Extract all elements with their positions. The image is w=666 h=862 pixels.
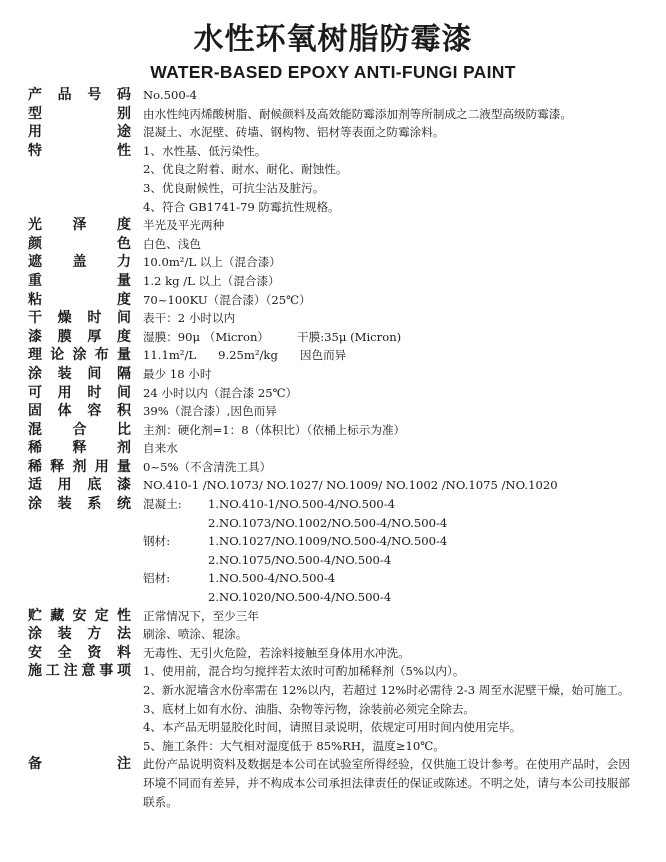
note-item: 5、施工条件：大气相对湿度低于 85%RH，温度≥10℃。: [143, 738, 445, 753]
row-color: [28, 235, 640, 254]
value-dry-film: 干膜:35μ (Micron): [297, 329, 402, 344]
row-use: [28, 123, 640, 142]
label-recoat: 涂 装 间 隔: [28, 365, 131, 382]
label-weight: 重 量: [28, 272, 131, 289]
value-weight: 1.2 kg /L 以上（混合漆）: [143, 273, 280, 288]
feature-item: 3、优良耐候性，可抗尘沾及脏污。: [143, 180, 325, 195]
label-system: 涂 装 系 统: [28, 496, 131, 513]
value-coverage-note: 因色而异: [299, 348, 347, 363]
value-dry-time: 表干：2 小时以内: [143, 311, 236, 326]
row-hiding: [28, 253, 640, 272]
note-item: 1、使用前，混合均匀搅拌若太浓时可酌加稀释剂（5%以内）。: [143, 664, 465, 679]
value-thinner-amount: 0~5%（不含清洗工具）: [143, 459, 272, 474]
note-item: 3、底材上如有水份、油脂、杂物等污物，涂装前必须完全除去。: [143, 701, 476, 716]
label-notes: 施 工 注 意 事 项: [28, 663, 131, 680]
row-product-no: [28, 86, 640, 105]
value-solids: 39%（混合漆）,因色而异: [143, 404, 277, 419]
label-safety: 安 全 资 料: [28, 644, 131, 661]
row-safety: [28, 644, 640, 663]
value-remarks: 此份产品说明资料及数据是本公司在试验室所得经验，仅供施工设计参考。在使用产品时，会因环境不同而有差异，并不构成本公司承担法律责任的保证或陈述。不明之处，请与本公司技服部联系。: [143, 757, 630, 809]
value-safety: 无毒性、无引火危险，若涂料接触至身体用水冲洗。: [143, 645, 410, 660]
label-hiding: 遮 盖 力: [28, 254, 131, 271]
system-line: 2.NO.1075/NO.500-4/NO.500-4: [208, 552, 392, 567]
value-pot-life: 24 小时以内（混合漆 25℃）: [143, 385, 298, 400]
value-color: 白色、浅色: [143, 236, 201, 251]
label-product-no: 产 品 号 码: [28, 87, 131, 103]
page-subtitle: WATER-BASED EPOXY ANTI-FUNGI PAINT: [150, 62, 516, 82]
value-wet-film: 湿膜：90μ （Micron）: [143, 329, 270, 344]
label-solids: 固 体 容 积: [28, 403, 131, 420]
note-item: 2、新水泥墙含水份率需在 12%以内，若超过 12%时必需待 2-3 周至水泥壁干燥，始可施工。: [143, 683, 630, 697]
page-title: 水性环氧树脂防霉漆: [193, 22, 473, 57]
label-coverage: 理 论 涂 布 量: [28, 347, 131, 364]
row-mix-ratio: [28, 421, 640, 440]
row-coverage: [28, 346, 640, 365]
row-solids: [28, 402, 640, 421]
row-method: [28, 625, 640, 644]
row-recoat: [28, 365, 640, 384]
row-type: [28, 105, 640, 124]
label-method: 涂 装 方 法: [28, 626, 131, 643]
note-item: 4、本产品无明显胶化时间，请照目录说明，依规定可用时间内使用完毕。: [143, 720, 522, 735]
value-use: 混凝土、水泥壁、砖墙、钢构物、铝材等表面之防霉涂料。: [143, 125, 445, 140]
row-system: [28, 495, 640, 607]
value-storage: 正常情况下，至少三年: [143, 608, 259, 623]
value-gloss: 半光及平光两种: [143, 218, 225, 233]
label-primer: 适 用 底 漆: [28, 477, 131, 494]
system-line: 1.NO.500-4/NO.500-4: [208, 571, 336, 586]
feature-item: 2、优良之附着、耐水、耐化、耐蚀性。: [143, 162, 348, 177]
value-product-no: No.500-4: [143, 88, 198, 102]
system-group-label: 铝材:: [143, 571, 171, 586]
label-mix-ratio: 混 合 比: [28, 421, 131, 438]
system-line: 1.NO.1027/NO.1009/NO.500-4/NO.500-4: [208, 534, 448, 549]
feature-item: 1、水性基、低污染性。: [143, 143, 267, 158]
label-dry-time: 干 燥 时 间: [28, 310, 131, 327]
system-group-label: 钢材:: [143, 534, 171, 549]
spec-table: [28, 86, 640, 811]
label-gloss: 光 泽 度: [28, 217, 131, 234]
row-pot-life: [28, 384, 640, 403]
label-remarks: 备 注: [28, 756, 131, 773]
row-viscosity: [28, 291, 640, 310]
row-storage: [28, 607, 640, 626]
value-type: 由水性纯丙烯酸树脂、耐候颜料及高效能防霉添加剂等所制成之二液型高级防霉漆。: [143, 106, 572, 121]
label-pot-life: 可 用 时 间: [28, 384, 131, 401]
system-group-label: 混凝土:: [143, 497, 182, 512]
label-color: 颜 色: [28, 235, 131, 252]
system-line: 2.NO.1073/NO.1002/NO.500-4/NO.500-4: [208, 515, 448, 530]
row-thinner-amount: [28, 458, 640, 477]
label-type: 型 别: [28, 105, 131, 122]
value-method: 刷涂、喷涂、辊涂。: [143, 627, 248, 642]
value-thinner: 自来水: [143, 441, 178, 456]
system-group-aluminum: [143, 569, 640, 606]
row-features: [28, 142, 640, 216]
value-mix-ratio: 主剂：硬化剂=1：8（体积比）（依桶上标示为准）: [143, 422, 406, 437]
row-remarks: [28, 755, 640, 811]
row-dry-time: [28, 309, 640, 328]
system-group-steel: [143, 532, 640, 569]
label-thinner: 稀 释 剂: [28, 440, 131, 457]
label-thinner-amount: 稀 释 剂 用 量: [28, 458, 131, 475]
feature-item: 4、符合 GB1741-79 防霉抗性规格。: [143, 199, 340, 214]
value-coverage-weight: 9.25m²/kg: [218, 348, 278, 363]
row-notes: [28, 662, 640, 755]
row-weight: [28, 272, 640, 291]
label-use: 用 途: [28, 124, 131, 141]
value-coverage-volume: 11.1m²/L: [143, 348, 197, 363]
system-line: 1.NO.410-1/NO.500-4/NO.500-4: [208, 497, 396, 512]
row-primer: [28, 476, 640, 495]
label-film-thickness: 漆 膜 厚 度: [28, 328, 131, 345]
label-viscosity: 粘 度: [28, 291, 131, 308]
system-line: 2.NO.1020/NO.500-4/NO.500-4: [208, 590, 392, 605]
label-features: 特 性: [28, 142, 131, 159]
label-storage: 贮 藏 安 定 性: [28, 607, 131, 624]
value-recoat: 最少 18 小时: [143, 366, 212, 381]
value-hiding: 10.0m²/L 以上（混合漆）: [143, 255, 281, 270]
row-film-thickness: [28, 328, 640, 347]
row-gloss: [28, 216, 640, 235]
value-viscosity: 70~100KU（混合漆）（25℃）: [143, 292, 311, 307]
value-primer: NO.410-1 /NO.1073/ NO.1027/ NO.1009/ NO.1002 /NO.1075 /NO.1020: [143, 478, 558, 493]
row-thinner: [28, 439, 640, 458]
system-group-concrete: [143, 495, 640, 532]
